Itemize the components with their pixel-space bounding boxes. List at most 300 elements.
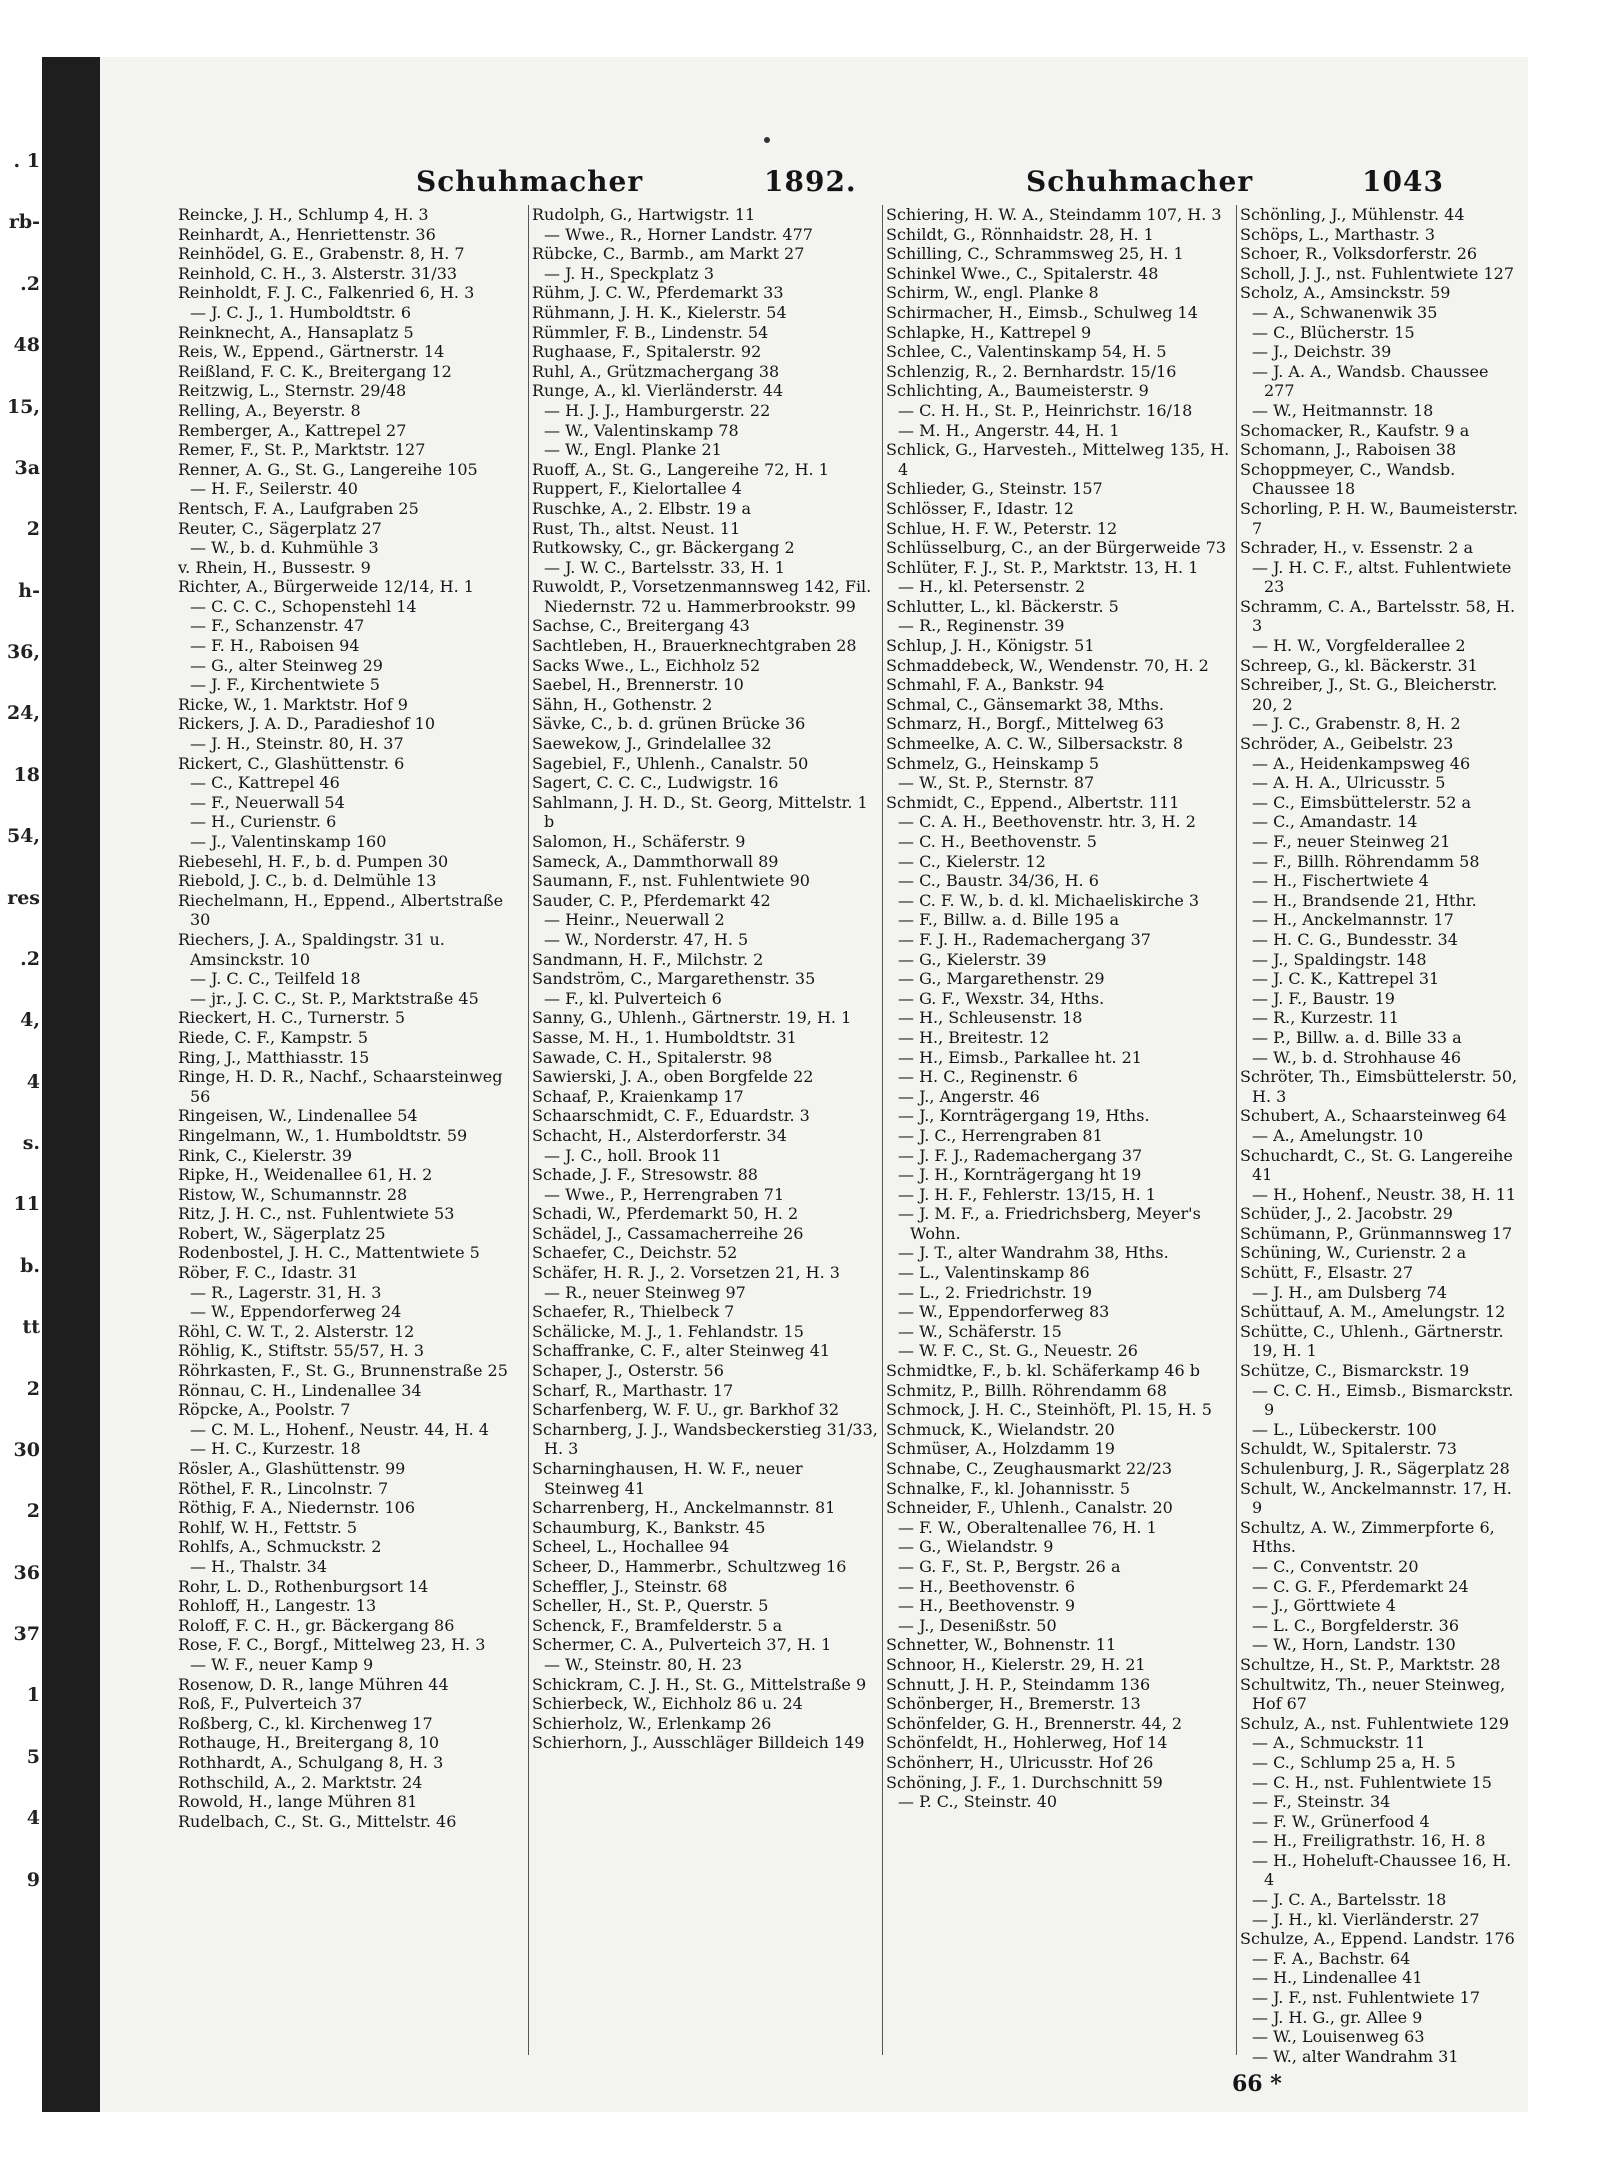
directory-entry: Ringelmann, W., 1. Humboldtstr. 59 — [178, 1125, 468, 1145]
directory-entry: Schade, J. F., Stresowstr. 88 — [532, 1165, 758, 1185]
directory-entry: — F., neuer Steinweg 21 — [1252, 832, 1451, 851]
book-spine-shadow — [42, 57, 100, 2112]
directory-entry: — Wwe., P., Herrengraben 71 — [544, 1184, 785, 1204]
directory-entry: Rothauge, H., Breitergang 8, 10 — [178, 1733, 440, 1753]
directory-entry: — R., Kurzestr. 11 — [1252, 1008, 1399, 1028]
directory-entry: Scheer, D., Hammerbr., Schultzweg 16 — [532, 1556, 847, 1576]
directory-entry: Schomacker, R., Kaufstr. 9 a — [1240, 420, 1470, 440]
directory-entry: — J. C. A., Bartelsstr. 18 — [1252, 1890, 1447, 1910]
directory-entry: Schoppmeyer, C., Wandsb. Chaussee 18 — [1240, 459, 1456, 499]
previous-page-edge — [0, 100, 40, 2000]
directory-entry: Rickers, J. A. D., Paradieshof 10 — [178, 714, 436, 734]
directory-entry: Schuldt, W., Spitalerstr. 73 — [1240, 1439, 1457, 1459]
directory-entry: Sandmann, H. F., Milchstr. 2 — [532, 949, 764, 969]
directory-entry: — F., Billw. a. d. Bille 195 a — [898, 910, 1119, 930]
directory-entry: — H. C., Reginenstr. 6 — [898, 1067, 1078, 1087]
previous-page-fragment: 5 — [26, 1745, 40, 1768]
directory-entry: Schöning, J. F., 1. Durchschnitt 59 — [886, 1772, 1163, 1792]
previous-page-fragment: tt — [22, 1316, 40, 1339]
directory-entry: Reinhold, C. H., 3. Alsterstr. 31/33 — [178, 263, 458, 283]
column-rule — [1236, 205, 1237, 2055]
directory-entry: — R., Reginenstr. 39 — [898, 616, 1065, 636]
directory-entry: Schütt, F., Elsastr. 27 — [1240, 1263, 1414, 1283]
directory-entry: Schneider, F., Uhlenh., Canalstr. 20 — [886, 1498, 1173, 1518]
directory-entry: Röhl, C. W. T., 2. Alsterstr. 12 — [178, 1321, 415, 1341]
directory-entry: Schmuck, K., Wielandstr. 20 — [886, 1419, 1115, 1439]
previous-page-fragment: 36, — [6, 641, 40, 664]
directory-entry: — A., Heidenkampsweg 46 — [1252, 753, 1471, 773]
directory-entry: — W., Schäferstr. 15 — [898, 1321, 1062, 1341]
directory-entry: — C. H., Beethovenstr. 5 — [898, 832, 1097, 851]
directory-entry: — L., Lübeckerstr. 100 — [1252, 1419, 1437, 1439]
directory-entry: Schlapke, H., Kattrepel 9 — [886, 322, 1092, 342]
directory-entry: — J., Valentinskamp 160 — [190, 832, 387, 851]
directory-entry: Rohlf, W. H., Fettstr. 5 — [178, 1517, 358, 1537]
directory-entry: Rodenbostel, J. H. C., Mattentwiete 5 — [178, 1243, 480, 1263]
directory-entry: — C., Kattrepel 46 — [190, 773, 340, 793]
directory-entry: Schiering, H. W. A., Steindamm 107, H. 3 — [886, 205, 1222, 224]
directory-entry: — P. C., Steinstr. 40 — [898, 1792, 1058, 1812]
directory-entry: — J. A. A., Wandsb. Chaussee 277 — [1252, 361, 1489, 401]
directory-entry: Rümmler, F. B., Lindenstr. 54 — [532, 322, 769, 342]
directory-entry: Schlüter, F. J., St. P., Marktstr. 13, H. 1 — [886, 557, 1199, 577]
directory-entry: Schirm, W., engl. Planke 8 — [886, 283, 1099, 303]
directory-entry: Schlue, H. F. W., Peterstr. 12 — [886, 518, 1118, 538]
directory-entry: Röpcke, A., Poolstr. 7 — [178, 1400, 351, 1420]
directory-entry: Schildt, G., Rönnhaidstr. 28, H. 1 — [886, 224, 1154, 244]
directory-entry: Sandström, C., Margarethenstr. 35 — [532, 969, 816, 989]
directory-entry: Scharninghausen, H. W. F., neuer Steinweg 41 — [532, 1459, 803, 1498]
directory-entry: Sähn, H., Gothenstr. 2 — [532, 694, 713, 714]
directory-entry: — C., Kielerstr. 12 — [898, 851, 1046, 871]
directory-entry: Ruwoldt, P., Vorsetzenmannsweg 142, Fil. Niedernstr. 72 u. Hammerbrookstr. 99 — [532, 577, 872, 616]
header-right-title: Schuhmacher — [1026, 165, 1254, 198]
directory-entry: Rudelbach, C., St. G., Mittelstr. 46 — [178, 1811, 457, 1831]
directory-entry: Rentsch, F. A., Laufgraben 25 — [178, 498, 419, 518]
directory-entry: Rohloff, H., Langestr. 13 — [178, 1596, 377, 1616]
directory-entry: Ruoff, A., St. G., Langereihe 72, H. 1 — [532, 459, 829, 479]
column-1 — [178, 205, 524, 2065]
directory-entry: Schöps, L., Marthastr. 3 — [1240, 224, 1436, 244]
directory-entry: — G., Kielerstr. 39 — [898, 949, 1047, 969]
header-left-title: Schuhmacher — [416, 165, 644, 198]
directory-entry: v. Rhein, H., Bussestr. 9 — [178, 557, 371, 577]
directory-entry: Schultz, A. W., Zimmerpforte 6, Hths. — [1240, 1517, 1495, 1557]
directory-entry: Schüder, J., 2. Jacobstr. 29 — [1240, 1204, 1453, 1224]
directory-entry: Rübcke, C., Barmb., am Markt 27 — [532, 244, 805, 264]
print-dot — [764, 137, 770, 143]
directory-entry: Reißland, F. C. K., Breitergang 12 — [178, 361, 452, 381]
directory-entry: Schlee, C., Valentinskamp 54, H. 5 — [886, 342, 1167, 362]
directory-entry: Sagebiel, F., Uhlenh., Canalstr. 50 — [532, 753, 809, 773]
directory-entry: — R., neuer Steinweg 97 — [544, 1282, 746, 1302]
directory-entry: Schrader, H., v. Essenstr. 2 a — [1240, 538, 1474, 558]
directory-entry: — J. H., Speckplatz 3 — [544, 263, 714, 283]
previous-page-fragment: 11 — [13, 1193, 40, 1216]
directory-entry: Sacks Wwe., L., Eichholz 52 — [532, 655, 761, 675]
directory-entry: Sagert, C. C. C., Ludwigstr. 16 — [532, 773, 779, 793]
previous-page-fragment: 2 — [26, 518, 40, 541]
directory-entry: — R., Lagerstr. 31, H. 3 — [190, 1282, 382, 1302]
directory-entry: — G., Margarethenstr. 29 — [898, 969, 1105, 989]
directory-entry: Rowold, H., lange Mühren 81 — [178, 1792, 418, 1812]
directory-entry: Schönberger, H., Bremerstr. 13 — [886, 1694, 1141, 1714]
previous-page-fragment: 48 — [13, 334, 40, 357]
previous-page-fragment: . 1 — [13, 150, 40, 172]
directory-entry: Schierhorn, J., Ausschläger Billdeich 149 — [532, 1733, 865, 1753]
directory-entry: — F. A., Bachstr. 64 — [1252, 1948, 1411, 1968]
previous-page-fragment: res — [7, 886, 40, 909]
directory-entry: Reincke, J. H., Schlump 4, H. 3 — [178, 205, 429, 224]
directory-entry: Schaarschmidt, C. F., Eduardstr. 3 — [532, 1106, 810, 1126]
directory-entry: — C. F. W., b. d. kl. Michaeliskirche 3 — [898, 890, 1200, 910]
directory-entry: Schmidt, C., Eppend., Albertstr. 111 — [886, 792, 1180, 812]
directory-entry: — J., Kornträgergang 19, Hths. — [898, 1106, 1150, 1126]
directory-entry: Schmaddebeck, W., Wendenstr. 70, H. 2 — [886, 655, 1209, 675]
directory-entry: — J., Angerstr. 46 — [898, 1086, 1040, 1106]
directory-entry: Ruppert, F., Kielortallee 4 — [532, 479, 742, 499]
directory-entry: Schmeelke, A. C. W., Silbersackstr. 8 — [886, 734, 1184, 754]
directory-entry: Schälicke, M. J., 1. Fehlandstr. 15 — [532, 1321, 804, 1341]
directory-entry: — H. F., Seilerstr. 40 — [190, 479, 358, 499]
directory-entry: Saebel, H., Brennerstr. 10 — [532, 675, 744, 695]
directory-entry: Scholz, A., Amsinckstr. 59 — [1240, 283, 1451, 303]
directory-entry: Schlösser, F., Idastr. 12 — [886, 498, 1074, 518]
directory-entry: Ring, J., Matthiasstr. 15 — [178, 1047, 370, 1067]
directory-entry: Schüttauf, A. M., Amelungstr. 12 — [1240, 1302, 1506, 1322]
directory-entry: Schulz, A., nst. Fuhlentwiete 129 — [1240, 1713, 1510, 1733]
directory-entry: Röhlig, K., Stiftstr. 55/57, H. 3 — [178, 1341, 424, 1361]
directory-entry: Schmahl, F. A., Bankstr. 94 — [886, 675, 1105, 695]
directory-entry: Röber, F. C., Idastr. 31 — [178, 1263, 359, 1283]
directory-entry: — W., Norderstr. 47, H. 5 — [544, 929, 749, 949]
directory-entry: Rohr, L. D., Rothenburgsort 14 — [178, 1576, 429, 1596]
directory-entry: — Heinr., Neuerwall 2 — [544, 910, 725, 930]
directory-entry: Scharfenberg, W. F. U., gr. Barkhof 32 — [532, 1400, 840, 1420]
directory-entry: Roß, F., Pulverteich 37 — [178, 1694, 363, 1714]
directory-entry: Reinholdt, F. J. C., Falkenried 6, H. 3 — [178, 283, 475, 303]
directory-entry: Schlick, G., Harvesteh., Mittelweg 135, H. 4 — [886, 440, 1230, 479]
directory-entry: — M. H., Angerstr. 44, H. 1 — [898, 420, 1120, 440]
directory-entry: Rink, C., Kielerstr. 39 — [178, 1145, 353, 1165]
directory-entry: Scheel, L., Hochallee 94 — [532, 1537, 730, 1557]
directory-entry: — H., Eimsb., Parkallee ht. 21 — [898, 1047, 1142, 1067]
directory-entry: Schickram, C. J. H., St. G., Mittelstraße 9 — [532, 1674, 867, 1694]
directory-entry: — H., Beethovenstr. 9 — [898, 1596, 1076, 1616]
directory-entry: — J., Spaldingstr. 148 — [1252, 949, 1427, 969]
directory-entry: — C., Eimsbüttelerstr. 52 a — [1252, 792, 1471, 812]
previous-page-fragment: 4 — [26, 1070, 40, 1093]
directory-entry: Schümann, P., Grünmannsweg 17 — [1240, 1223, 1513, 1243]
directory-entry: Schreiber, J., St. G., Bleicherstr. 20, 2 — [1240, 675, 1498, 714]
directory-entry: — C. H., nst. Fuhlentwiete 15 — [1252, 1772, 1492, 1792]
directory-entry: Schnoor, H., Kielerstr. 29, H. 21 — [886, 1654, 1146, 1674]
directory-entry: Scharrenberg, H., Anckelmannstr. 81 — [532, 1498, 836, 1518]
directory-entry: Schönling, J., Mühlenstr. 44 — [1240, 205, 1465, 224]
directory-entry: — H., Curienstr. 6 — [190, 812, 337, 832]
previous-page-fragment: 18 — [13, 763, 40, 786]
directory-entry: — C. C. C., Schopenstehl 14 — [190, 596, 417, 616]
directory-entry: Schmidtke, F., b. kl. Schäferkamp 46 b — [886, 1361, 1201, 1381]
directory-entry: — G. F., St. P., Bergstr. 26 a — [898, 1556, 1121, 1576]
directory-entry: Rohlfs, A., Schmuckstr. 2 — [178, 1537, 382, 1557]
directory-entry: — G., Wielandstr. 9 — [898, 1537, 1054, 1557]
directory-entry: — F., Steinstr. 34 — [1252, 1792, 1391, 1812]
directory-entry: — H. J. J., Hamburgerstr. 22 — [544, 400, 771, 420]
directory-entry: — W., b. d. Kuhmühle 3 — [190, 538, 379, 558]
directory-entry: — F. W., Oberaltenallee 76, H. 1 — [898, 1517, 1157, 1537]
directory-entry: Schönfelder, G. H., Brennerstr. 44, 2 — [886, 1713, 1183, 1733]
directory-entry: — W., Engl. Planke 21 — [544, 440, 722, 460]
directory-entry: Riechers, J. A., Spaldingstr. 31 u. Amsinckstr. 10 — [178, 929, 445, 969]
previous-page-fragment: 9 — [26, 1868, 40, 1891]
directory-entry: Sauder, C. P., Pferdemarkt 42 — [532, 890, 771, 910]
directory-entry: — jr., J. C. C., St. P., Marktstraße 45 — [190, 988, 479, 1008]
directory-entry: — J. H., Kornträgergang ht 19 — [898, 1165, 1142, 1185]
directory-entry: Rühmann, J. H. K., Kielerstr. 54 — [532, 302, 787, 322]
directory-entry: Schlieder, G., Steinstr. 157 — [886, 479, 1103, 499]
directory-entry: Schenck, F., Bramfelderstr. 5 a — [532, 1615, 783, 1635]
directory-entry: — J. T., alter Wandrahm 38, Hths. — [898, 1243, 1169, 1263]
directory-entry: Schramm, C. A., Bartelsstr. 58, H. 3 — [1240, 596, 1516, 636]
directory-entry: Röhrkasten, F., St. G., Brunnenstraße 25 — [178, 1361, 508, 1381]
directory-entry: Ritz, J. H. C., nst. Fuhlentwiete 53 — [178, 1204, 455, 1224]
directory-entry: Schaumburg, K., Bankstr. 45 — [532, 1517, 766, 1537]
previous-page-fragment: rb- — [8, 211, 40, 234]
directory-entry: Schirmacher, H., Eimsb., Schulweg 14 — [886, 302, 1198, 322]
directory-entry: Schultwitz, Th., neuer Steinweg, Hof 67 — [1240, 1674, 1506, 1714]
directory-entry: — J., Görttwiete 4 — [1252, 1596, 1396, 1616]
directory-entry: Schomann, J., Raboisen 38 — [1240, 440, 1457, 460]
footer-signature: 66 * — [1232, 2071, 1282, 2097]
previous-page-fragment: s. — [22, 1132, 40, 1155]
directory-entry: — L., Valentinskamp 86 — [898, 1263, 1090, 1283]
directory-entry: Relling, A., Beyerstr. 8 — [178, 400, 361, 420]
directory-entry: Rothschild, A., 2. Marktstr. 24 — [178, 1772, 423, 1792]
directory-entry: Rosenow, D. R., lange Mühren 44 — [178, 1674, 449, 1694]
previous-page-fragment: h- — [18, 579, 40, 602]
directory-entry: — J. F., Baustr. 19 — [1252, 988, 1395, 1008]
directory-entry: — L. C., Borgfelderstr. 36 — [1252, 1615, 1460, 1635]
column-3 — [886, 205, 1232, 2065]
directory-entry: Riebold, J. C., b. d. Delmühle 13 — [178, 871, 437, 891]
directory-entry: Schütte, C., Uhlenh., Gärtnerstr. 19, H. 1 — [1240, 1321, 1504, 1361]
previous-page-fragment: 36 — [13, 1561, 40, 1584]
previous-page-fragment: 24, — [6, 702, 40, 725]
directory-entry: Rudolph, G., Hartwigstr. 11 — [532, 205, 756, 224]
column-rule — [882, 205, 883, 2055]
directory-entry: — L., 2. Friedrichstr. 19 — [898, 1282, 1092, 1302]
directory-entry: — J. F., nst. Fuhlentwiete 17 — [1252, 1988, 1481, 2008]
directory-entry: Sawade, C. H., Spitalerstr. 98 — [532, 1047, 773, 1067]
directory-entry: Ristow, W., Schumannstr. 28 — [178, 1184, 408, 1204]
directory-entry: Reinhödel, G. E., Grabenstr. 8, H. 7 — [178, 244, 465, 264]
directory-entry: Schacht, H., Alsterdorferstr. 34 — [532, 1125, 787, 1145]
directory-entry: Sachse, C., Breitergang 43 — [532, 616, 750, 636]
previous-page-fragment: 54, — [6, 825, 40, 848]
directory-entry: Schaefer, C., Deichstr. 52 — [532, 1243, 738, 1263]
directory-entry: Schoer, R., Volksdorferstr. 26 — [1240, 244, 1478, 264]
directory-entry: Schönfeldt, H., Hohlerweg, Hof 14 — [886, 1733, 1168, 1753]
directory-entry: Schinkel Wwe., C., Spitalerstr. 48 — [886, 263, 1159, 283]
directory-entry: — J. C., Herrengraben 81 — [898, 1125, 1103, 1145]
directory-entry: — W., b. d. Strohhause 46 — [1252, 1047, 1462, 1067]
directory-entry: Rickert, C., Glashüttenstr. 6 — [178, 753, 405, 773]
directory-entry: Saumann, F., nst. Fuhlentwiete 90 — [532, 871, 810, 891]
directory-entry: — H., Breitestr. 12 — [898, 1027, 1050, 1047]
directory-entry: Schadi, W., Pferdemarkt 50, H. 2 — [532, 1204, 799, 1224]
directory-entry: — H., Freiligrathstr. 16, H. 8 — [1252, 1831, 1486, 1851]
directory-entry: — J. H., kl. Vierländerstr. 27 — [1252, 1909, 1480, 1929]
directory-entry: Rust, Th., altst. Neust. 11 — [532, 518, 741, 538]
directory-entry: Schröder, A., Geibelstr. 23 — [1240, 734, 1454, 754]
directory-entry: — J. H. G., gr. Allee 9 — [1252, 2007, 1423, 2027]
directory-entry: — J. F., Kirchentwiete 5 — [190, 675, 380, 695]
directory-entry: Schmal, C., Gänsemarkt 38, Mths. — [886, 694, 1164, 714]
directory-entry: — F. H., Raboisen 94 — [190, 636, 360, 656]
previous-page-fragment: .2 — [20, 947, 40, 970]
directory-entry: — J. C., Grabenstr. 8, H. 2 — [1252, 714, 1461, 734]
directory-entry: Scharnberg, J. J., Wandsbeckerstieg 31/33, H. 3 — [532, 1419, 878, 1459]
directory-entry: — W., Eppendorferweg 83 — [898, 1302, 1110, 1322]
directory-entry: Schultze, H., St. P., Marktstr. 28 — [1240, 1654, 1501, 1674]
directory-entry: — H., Lindenallee 41 — [1252, 1968, 1423, 1988]
column-4 — [1240, 205, 1522, 2065]
previous-page-fragment: 4 — [26, 1807, 40, 1830]
directory-entry: — W., Heitmannstr. 18 — [1252, 400, 1434, 420]
directory-entry: Schäfer, H. R. J., 2. Vorsetzen 21, H. 3 — [532, 1263, 840, 1283]
directory-entry: — A. H. A., Ulricusstr. 5 — [1252, 773, 1446, 793]
directory-entry: — J. C. C., Teilfeld 18 — [190, 969, 361, 989]
previous-page-fragment: 2 — [26, 1377, 40, 1400]
directory-entry: — J. F. J., Rademachergang 37 — [898, 1145, 1143, 1165]
directory-entry: Scheller, H., St. P., Querstr. 5 — [532, 1596, 769, 1616]
previous-page-fragment: 30 — [13, 1438, 40, 1461]
directory-entry: — W., Valentinskamp 78 — [544, 420, 739, 440]
directory-entry: Schmock, J. H. C., Steinhöft, Pl. 15, H. 5 — [886, 1400, 1212, 1420]
directory-entry: Reis, W., Eppend., Gärtnerstr. 14 — [178, 342, 445, 362]
directory-entry: — W. F., neuer Kamp 9 — [190, 1654, 374, 1674]
directory-entry: — P., Billw. a. d. Bille 33 a — [1252, 1027, 1462, 1047]
column-rule — [528, 205, 529, 2055]
directory-entry: Schüning, W., Curienstr. 2 a — [1240, 1243, 1467, 1263]
directory-entry: Renner, A. G., St. G., Langereihe 105 — [178, 459, 478, 479]
directory-columns — [100, 205, 1528, 2085]
directory-entry: Scheffler, J., Steinstr. 68 — [532, 1576, 728, 1596]
directory-entry: Rühm, J. C. W., Pferdemarkt 33 — [532, 283, 784, 303]
directory-entry: Riechelmann, H., Eppend., Albertstraße 30 — [178, 890, 504, 930]
header-year: 1892. — [764, 165, 857, 198]
directory-entry: — W., alter Wandrahm 31 — [1252, 2046, 1459, 2065]
directory-entry: — F., kl. Pulverteich 6 — [544, 988, 722, 1008]
page-header — [100, 165, 1528, 209]
directory-entry: Roloff, F. C. H., gr. Bäckergang 86 — [178, 1615, 455, 1635]
directory-entry: Schierbeck, W., Eichholz 86 u. 24 — [532, 1694, 803, 1714]
directory-entry: Schmelz, G., Heinskamp 5 — [886, 753, 1100, 773]
directory-entry: Ruhl, A., Grützmachergang 38 — [532, 361, 780, 381]
directory-entry: Sachtleben, H., Brauerknechtgraben 28 — [532, 636, 857, 656]
directory-entry: Scharf, R., Marthastr. 17 — [532, 1380, 734, 1400]
directory-entry: — G. F., Wexstr. 34, Hths. — [898, 988, 1105, 1008]
previous-page-fragment: 2 — [26, 1500, 40, 1523]
directory-entry: — H. C. G., Bundesstr. 34 — [1252, 929, 1458, 949]
directory-entry: — C., Baustr. 34/36, H. 6 — [898, 871, 1099, 891]
directory-entry: Schnetter, W., Bohnenstr. 11 — [886, 1635, 1117, 1655]
directory-entry: Schütze, C., Bismarckstr. 19 — [1240, 1361, 1470, 1381]
directory-entry: — H. C., Kurzestr. 18 — [190, 1439, 361, 1459]
directory-entry: Schult, W., Anckelmannstr. 17, H. 9 — [1240, 1478, 1512, 1518]
directory-entry: — H., Beethovenstr. 6 — [898, 1576, 1076, 1596]
directory-entry: Schnabe, C., Zeughausmarkt 22/23 — [886, 1459, 1173, 1478]
directory-entry: Schilling, C., Schrammsweg 25, H. 1 — [886, 244, 1184, 264]
directory-entry: — J. W. C., Bartelsstr. 33, H. 1 — [544, 557, 785, 577]
previous-page-fragment: .2 — [20, 272, 40, 295]
previous-page-fragment: 37 — [13, 1623, 40, 1646]
directory-entry: — H., kl. Petersenstr. 2 — [898, 577, 1086, 597]
directory-entry: Schröter, Th., Eimsbüttelerstr. 50, H. 3 — [1240, 1067, 1518, 1106]
directory-entry: Ringe, H. D. R., Nachf., Schaarsteinweg 56 — [178, 1067, 503, 1106]
directory-entry: Riebesehl, H. F., b. d. Pumpen 30 — [178, 851, 449, 871]
directory-entry: — C. A. H., Beethovenstr. htr. 3, H. 2 — [898, 812, 1196, 832]
directory-entry: Schaper, J., Osterstr. 56 — [532, 1361, 724, 1381]
directory-entry: Roßberg, C., kl. Kirchenweg 17 — [178, 1713, 433, 1733]
directory-entry: Schierholz, W., Erlenkamp 26 — [532, 1713, 772, 1733]
directory-entry: — H., Anckelmannstr. 17 — [1252, 910, 1454, 930]
directory-entry: Schmitz, P., Billh. Röhrendamm 68 — [886, 1380, 1167, 1400]
previous-page-fragment: b. — [20, 1254, 40, 1277]
directory-entry: — W., Eppendorferweg 24 — [190, 1302, 402, 1322]
directory-entry: Reitzwig, L., Sternstr. 29/48 — [178, 381, 407, 401]
directory-entry: — F. W., Grünerfood 4 — [1252, 1811, 1430, 1831]
header-page-number: 1043 — [1362, 165, 1444, 198]
directory-entry: Schulze, A., Eppend. Landstr. 176 — [1240, 1929, 1515, 1949]
directory-entry: Schlüsselburg, C., an der Bürgerweide 73 — [886, 538, 1227, 558]
directory-entry: Röthel, F. R., Lincolnstr. 7 — [178, 1478, 389, 1498]
directory-entry: — Wwe., R., Horner Landstr. 477 — [544, 224, 813, 244]
directory-entry: Schädel, J., Cassamacherreihe 26 — [532, 1223, 804, 1243]
directory-entry: Ricke, W., 1. Marktstr. Hof 9 — [178, 694, 408, 714]
directory-entry: — C., Schlump 25 a, H. 5 — [1252, 1752, 1456, 1772]
directory-entry: — J., Desenißstr. 50 — [898, 1615, 1057, 1635]
directory-entry: Rughaase, F., Spitalerstr. 92 — [532, 342, 762, 362]
directory-entry: Röthig, F. A., Niedernstr. 106 — [178, 1498, 416, 1518]
directory-entry: — H., Thalstr. 34 — [190, 1556, 327, 1576]
directory-entry: — J., Deichstr. 39 — [1252, 342, 1392, 362]
directory-entry: Sawierski, J. A., oben Borgfelde 22 — [532, 1067, 814, 1087]
directory-entry: Reuter, C., Sägerplatz 27 — [178, 518, 382, 538]
directory-entry: Schlichting, A., Baumeisterstr. 9 — [886, 381, 1149, 401]
directory-entry: — W., Steinstr. 80, H. 23 — [544, 1654, 742, 1674]
previous-page-fragment: 15, — [6, 395, 40, 418]
directory-entry: — C. H. H., St. P., Heinrichstr. 16/18 — [898, 400, 1193, 420]
previous-page-fragment: 4, — [20, 1009, 40, 1032]
directory-entry: Rieckert, H. C., Turnerstr. 5 — [178, 1008, 405, 1028]
directory-entry: Runge, A., kl. Vierländerstr. 44 — [532, 381, 784, 401]
directory-entry: Schnutt, J. H. P., Steindamm 136 — [886, 1674, 1151, 1694]
directory-entry: — J. H. F., Fehlerstr. 13/15, H. 1 — [898, 1184, 1156, 1204]
directory-entry: Rönnau, C. H., Lindenallee 34 — [178, 1380, 422, 1400]
directory-entry: Schuchardt, C., St. G. Langereihe 41 — [1240, 1145, 1513, 1185]
directory-entry: — J. C., holl. Brook 11 — [544, 1145, 722, 1165]
directory-entry: Salomon, H., Schäferstr. 9 — [532, 832, 746, 851]
directory-entry: Rothhardt, A., Schulgang 8, H. 3 — [178, 1752, 444, 1772]
directory-entry: Remberger, A., Kattrepel 27 — [178, 420, 407, 440]
column-2 — [532, 205, 878, 2065]
directory-entry: Sanny, G., Uhlenh., Gärtnerstr. 19, H. 1 — [532, 1008, 852, 1028]
directory-entry: — F., Billh. Röhrendamm 58 — [1252, 851, 1480, 871]
directory-entry: Ringeisen, W., Lindenallee 54 — [178, 1106, 418, 1126]
directory-entry: — J. M. F., a. Friedrichsberg, Meyer's Wohn. — [898, 1204, 1201, 1243]
